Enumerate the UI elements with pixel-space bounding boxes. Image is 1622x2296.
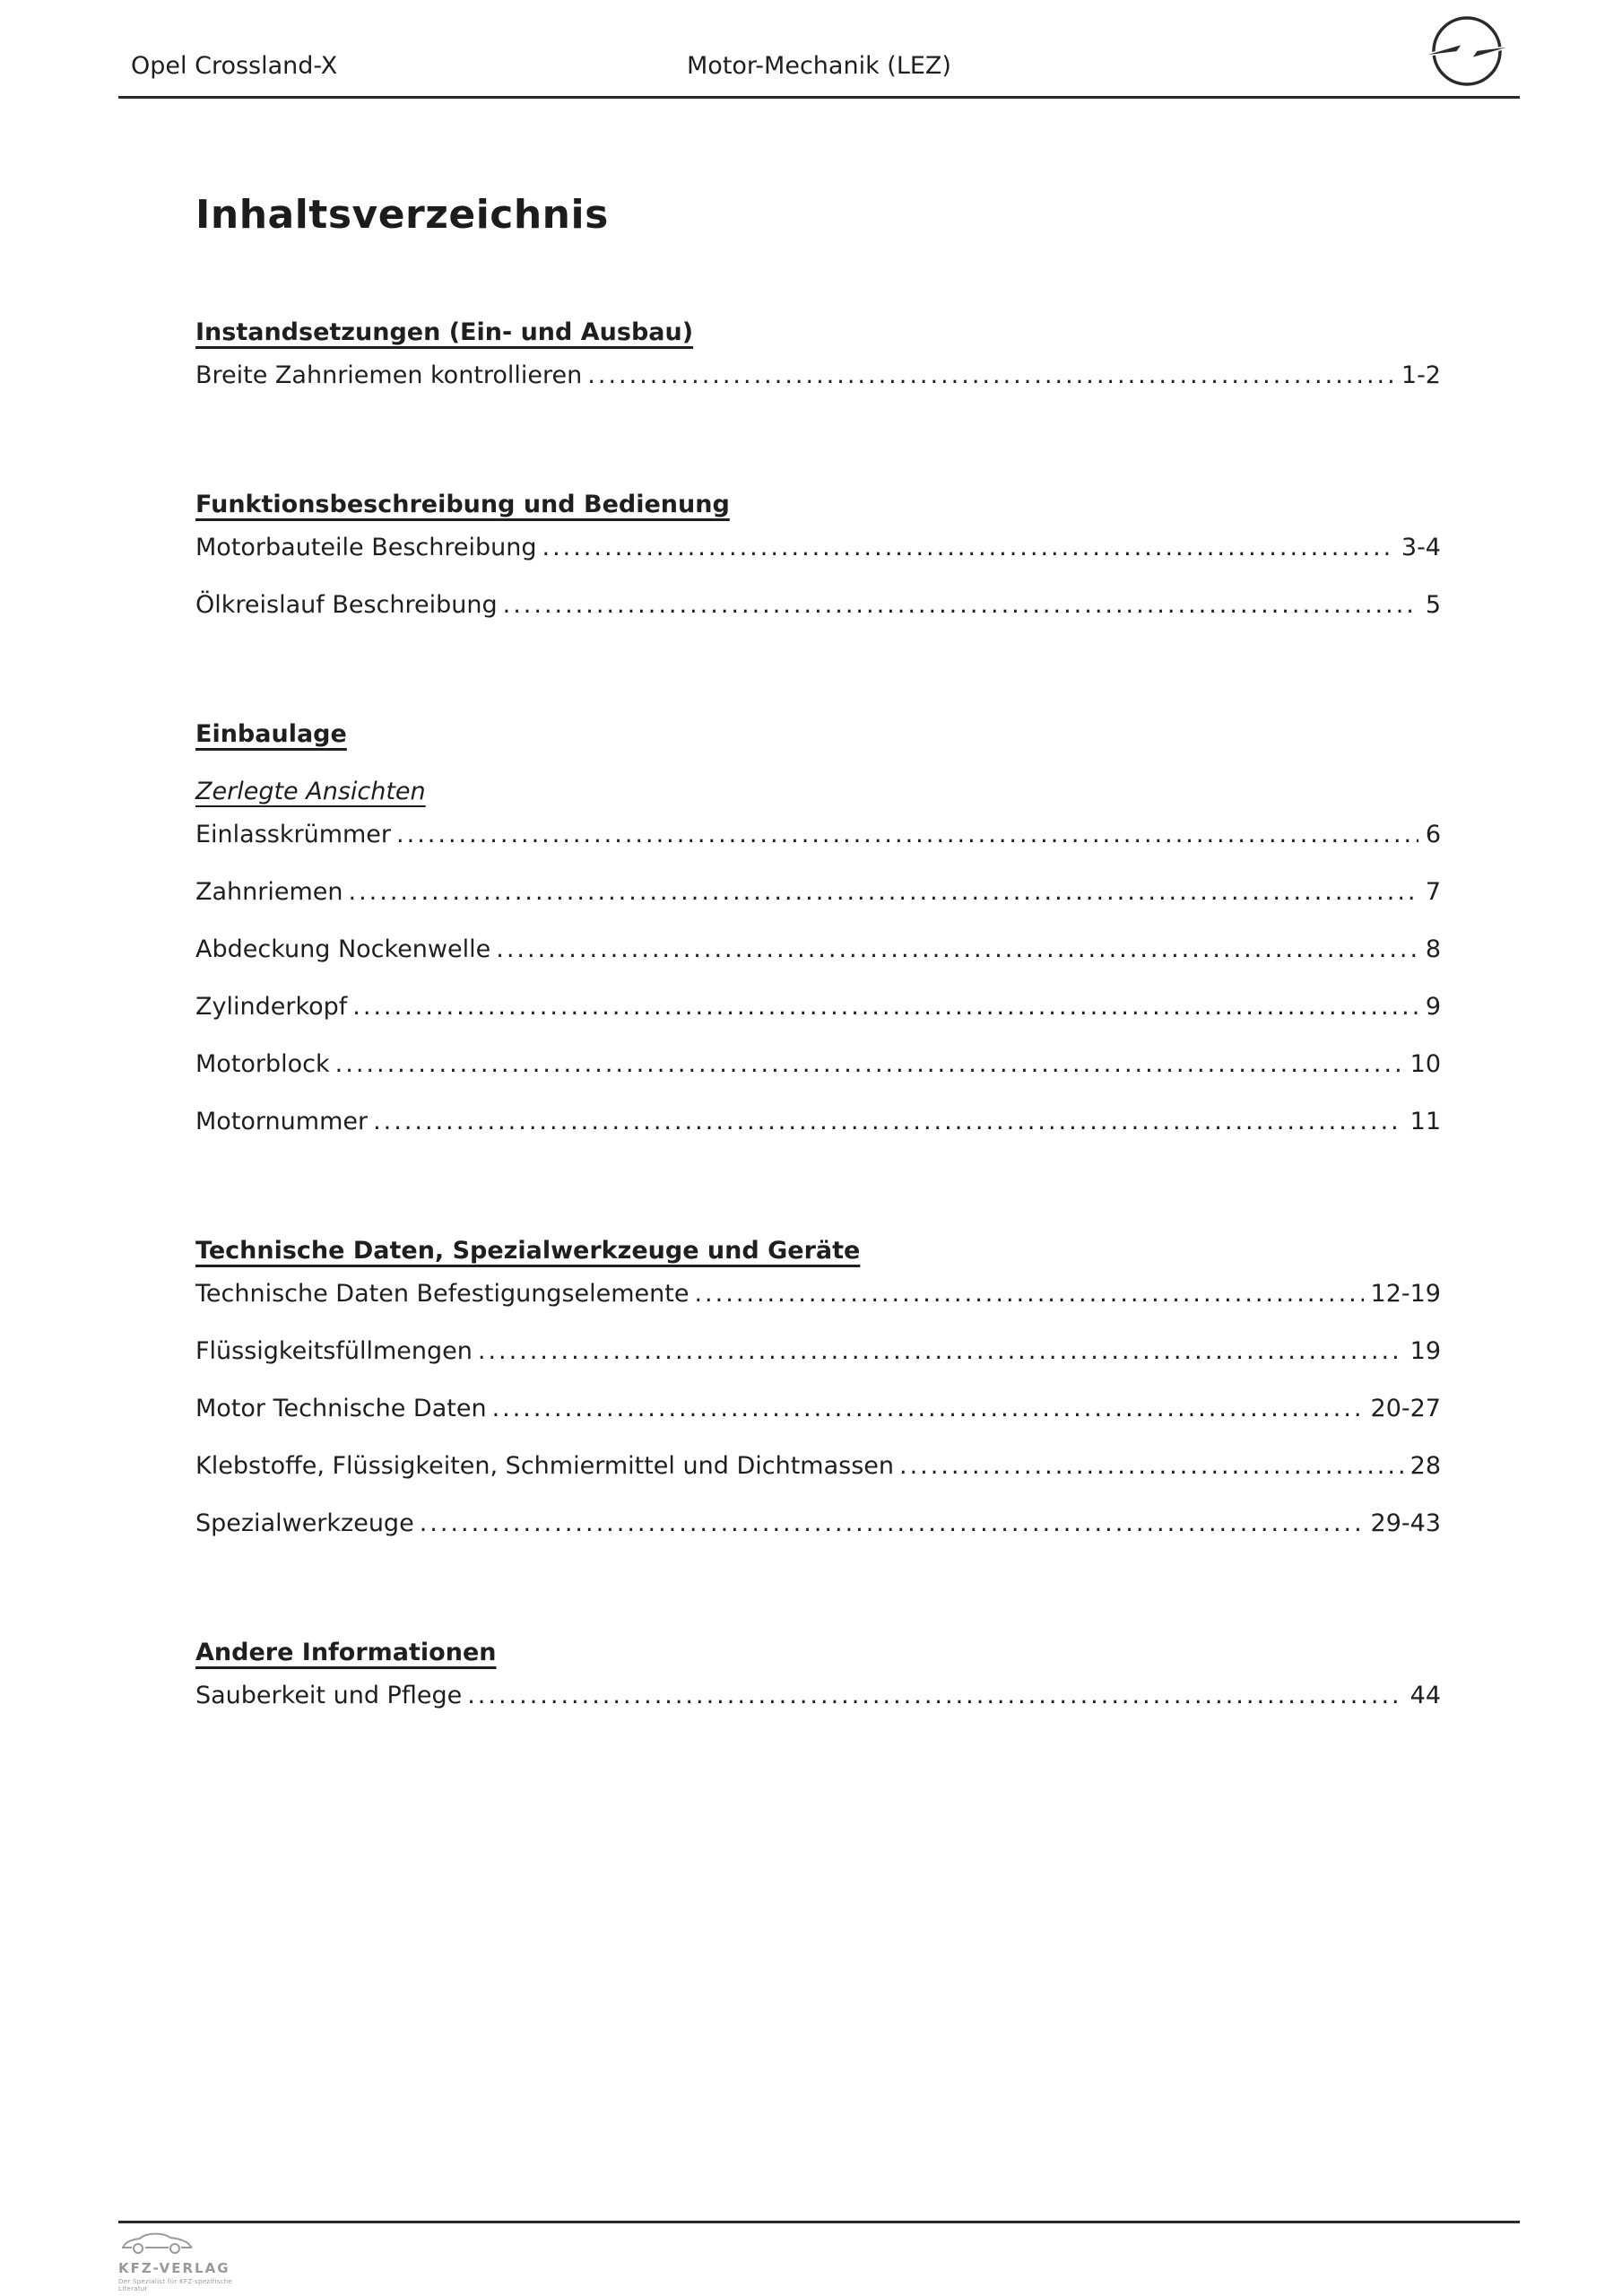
toc-entry-page: 11 [1409,1108,1441,1135]
toc-entry-label: Motor Technische Daten [195,1395,487,1422]
toc-entry-page: 3-4 [1401,534,1441,561]
dot-leader [467,1682,1402,1709]
toc-section [195,1624,1441,1739]
toc-entry-label: Einlasskrümmer [195,821,392,848]
toc-entry-label: Motorbauteile Beschreibung [195,534,537,561]
dot-leader [496,935,1418,963]
toc-section [195,304,1441,419]
page-title: Inhaltsverzeichnis [195,192,609,238]
header-chapter-label: Motor-Mechanik (LEZ) [687,52,951,80]
toc-section [195,476,1441,648]
dot-leader [492,1395,1364,1422]
toc-entry [195,993,1441,1050]
toc-entry-page: 20-27 [1370,1395,1441,1422]
toc-entry-label: Sauberkeit und Pflege [195,1682,463,1709]
toc-entry [195,821,1441,878]
toc-section [195,1222,1441,1567]
toc-entry [195,1108,1441,1165]
dot-leader [373,1108,1403,1135]
dot-leader [899,1452,1403,1480]
toc-entry-label: Spezialwerkzeuge [195,1509,414,1537]
dot-leader [587,361,1394,389]
toc-entry-label: Zylinderkopf [195,993,348,1021]
toc-entry-label: Klebstoffe, Flüssigkeiten, Schmiermittel und Dichtmassen [195,1452,894,1480]
toc-entry-page: 1-2 [1401,361,1441,389]
toc-entry [195,935,1441,993]
toc-section [195,706,1441,1165]
toc-entry-label: Motornummer [195,1108,369,1135]
toc-entry [195,361,1441,419]
toc-entry-page: 7 [1425,878,1441,906]
toc-entry-page: 5 [1425,591,1441,619]
toc-entry [195,1452,1441,1509]
toc-entry-page: 29-43 [1370,1509,1441,1537]
toc-entry-page: 8 [1425,935,1441,963]
toc-entry [195,878,1441,935]
dot-leader [349,878,1418,906]
dot-leader [694,1280,1363,1308]
toc-entry-label: Zahnriemen [195,878,343,906]
toc-entry-page: 6 [1425,821,1441,848]
dot-leader [352,993,1418,1021]
toc-main [118,99,1520,1739]
toc-section-heading: Technische Daten, Spezialwerkzeuge und Geräte [195,1237,861,1265]
toc-entry [195,1050,1441,1108]
toc-entry-page: 44 [1409,1682,1441,1709]
toc-entry-page: 9 [1425,993,1441,1021]
toc-entry-label: Technische Daten Befestigungselemente [195,1280,690,1308]
toc-section-heading: Einbaulage [195,720,347,748]
publisher-logo [118,2229,253,2292]
toc-entry-label: Flüssigkeitsfüllmengen [195,1337,473,1365]
toc-entry [195,1280,1441,1337]
header-model-label: Opel Crossland-X [131,52,338,80]
toc-entry-page: 28 [1409,1452,1441,1480]
dot-leader [478,1337,1403,1365]
toc-section-heading: Andere Informationen [195,1639,497,1666]
toc-entry-label: Abdeckung Nockenwelle [195,935,491,963]
toc-entry-page: 12-19 [1370,1280,1441,1308]
page-header [118,0,1520,99]
dot-leader [396,821,1418,848]
toc-entry [195,534,1441,591]
toc-section-heading: Instandsetzungen (Ein- und Ausbau) [195,318,694,346]
dot-leader [335,1050,1403,1078]
opel-blitz-logo-icon [1414,13,1520,89]
toc-entry [195,1509,1441,1567]
dot-leader [503,591,1418,619]
toc-entry-label: Breite Zahnriemen kontrollieren [195,361,583,389]
toc-entry-label: Motorblock [195,1050,330,1078]
dot-leader [542,534,1394,561]
toc-entry-label: Ölkreislauf Beschreibung [195,591,498,619]
publisher-tagline: Der Spezialist für KFZ-spezifische Literatur [118,2278,233,2292]
toc-entry [195,1337,1441,1395]
toc-entry [195,591,1441,648]
toc-entry-page: 19 [1409,1337,1441,1365]
page-footer [118,2221,1520,2296]
toc-section-subheading: Zerlegte Ansichten [195,778,426,805]
publisher-name: KFZ-VERLAG [118,2260,230,2276]
toc-entry-page: 10 [1409,1050,1441,1078]
toc-section-heading: Funktionsbeschreibung und Bedienung [195,491,730,518]
dot-leader [420,1509,1364,1537]
toc-entry [195,1395,1441,1452]
car-silhouette-icon [118,2242,195,2259]
toc-entry [195,1682,1441,1739]
